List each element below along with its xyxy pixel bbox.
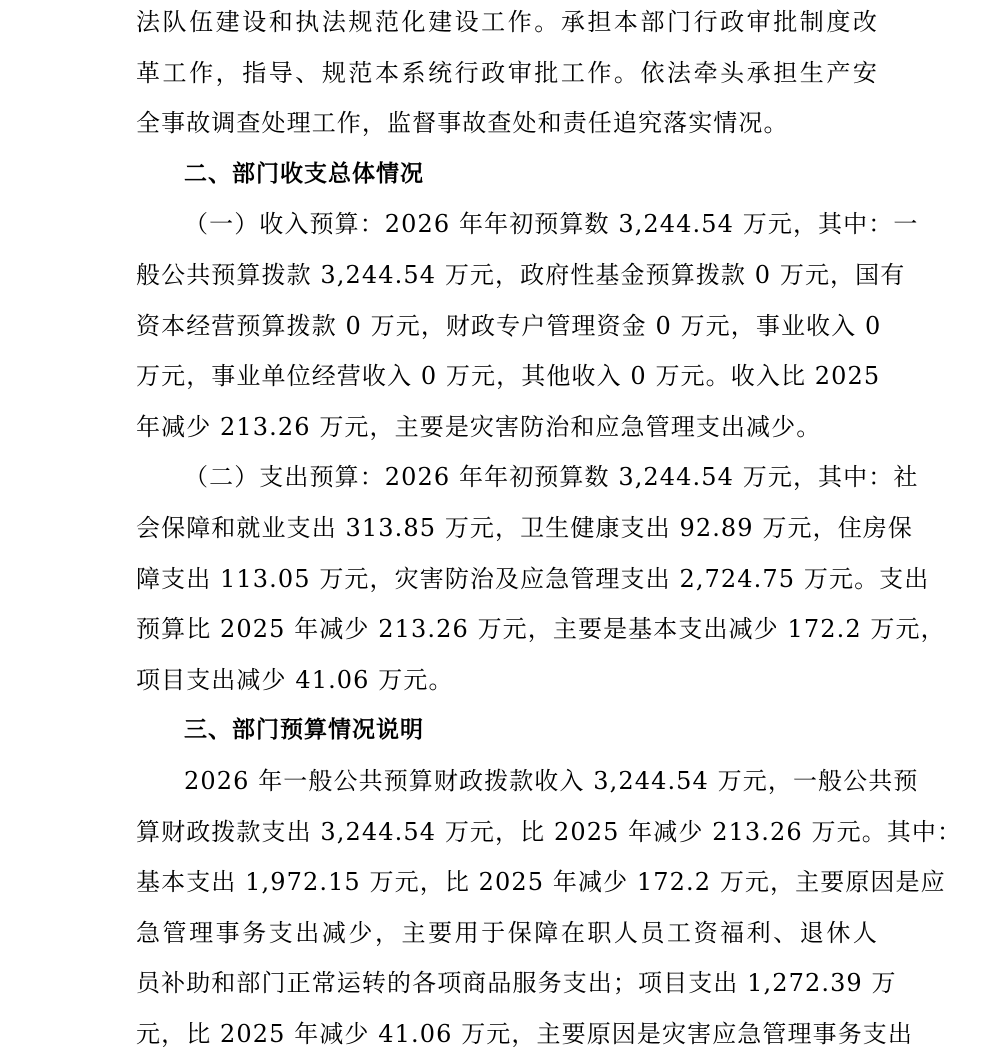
income-paragraph-line: 万元，事业单位经营收入 0 万元，其他收入 0 万元。收入比 2025 — [136, 362, 881, 391]
budget-paragraph-line: 算财政拨款支出 3,244.54 万元，比 2025 年减少 213.26 万元。其中： — [136, 817, 963, 846]
budget-paragraph-line: 基本支出 1,972.15 万元，比 2025 年减少 172.2 万元，主要原因是应 — [136, 868, 946, 897]
document-page — [136, 0, 963, 1059]
budget-paragraph-line: 2026 年一般公共预算财政拨款收入 3,244.54 万元，一般公共预 — [184, 766, 919, 795]
expense-paragraph-line: 预算比 2025 年减少 213.26 万元，主要是基本支出减少 172.2 万元， — [136, 615, 946, 644]
section-heading: 二、部门收支总体情况 — [184, 160, 424, 187]
budget-paragraph-line: 元，比 2025 年减少 41.06 万元，主要原因是灾害应急管理事务支出 — [136, 1019, 913, 1048]
body-text-line: 法队伍建设和执法规范化建设工作。承担本部门行政审批制度改 — [136, 8, 878, 36]
budget-paragraph-line: 员补助和部门正常运转的各项商品服务支出；项目支出 1,272.39 万 — [136, 969, 897, 998]
income-paragraph-line: （一）收入预算：2026 年年初预算数 3,244.54 万元，其中：一 — [184, 210, 919, 239]
body-text-line: 革工作，指导、规范本系统行政审批工作。依法牵头承担生产安 — [136, 58, 878, 87]
income-paragraph-line: 年减少 213.26 万元，主要是灾害防治和应急管理支出减少。 — [136, 412, 822, 441]
expense-paragraph-line: （二）支出预算：2026 年年初预算数 3,244.54 万元，其中：社 — [184, 463, 919, 492]
budget-paragraph-line: 急管理事务支出减少，主要用于保障在职人员工资福利、退休人 — [136, 918, 878, 947]
expense-paragraph-line: 会保障和就业支出 313.85 万元，卫生健康支出 92.89 万元，住房保 — [136, 513, 913, 542]
expense-paragraph-line: 障支出 113.05 万元，灾害防治及应急管理支出 2,724.75 万元。支出 — [136, 564, 930, 593]
body-text-line: 全事故调查处理工作，监督事故查处和责任追究落实情况。 — [136, 109, 789, 138]
income-paragraph-line: 般公共预算拨款 3,244.54 万元，政府性基金预算拨款 0 万元，国有 — [136, 260, 906, 289]
expense-paragraph-line: 项目支出减少 41.06 万元。 — [136, 665, 454, 694]
income-paragraph-line: 资本经营预算拨款 0 万元，财政专户管理资金 0 万元，事业收入 0 — [136, 311, 882, 340]
section-heading: 三、部门预算情况说明 — [184, 717, 424, 744]
